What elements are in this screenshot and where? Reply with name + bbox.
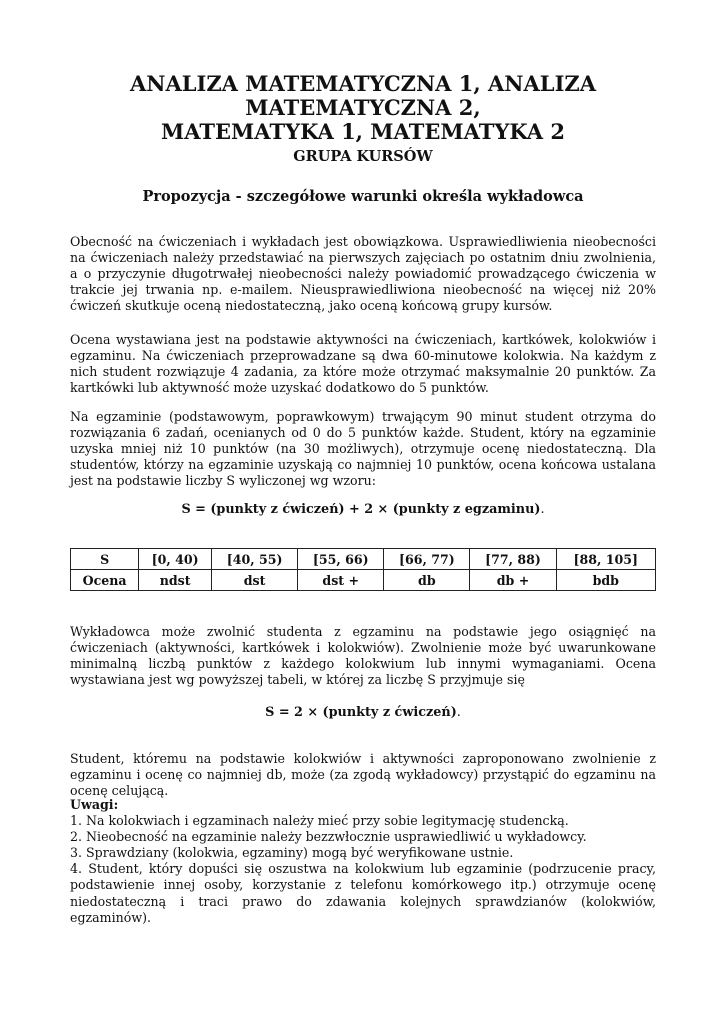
table-cell: [55, 66) xyxy=(298,549,384,570)
note-item: 2. Nieobecność na egzaminie należy bezzwłocznie usprawiedliwić u wykładowcy. xyxy=(70,829,587,845)
formula-s-exercises-text: S = 2 × (punkty z ćwiczeń) xyxy=(265,705,457,720)
grade-table-row-s xyxy=(71,549,656,570)
table-cell: [66, 77) xyxy=(384,549,470,570)
grade-table-row-ocena xyxy=(71,570,656,591)
table-cell: db xyxy=(384,570,470,591)
exemption-paragraph: Wykładowca może zwolnić studenta z egzaminu na podstawie jego osiągnięć na ćwiczeniach (aktywności, kartkówek i kolokwiów). Zwolnienie może być uwarunkowane minimalną liczbą punktów z każdego kolokwium lub innymi wymaganiami. Ocena wystawiana jest wg powyższej tabeli, w której za liczbę S przyjmuje się xyxy=(70,624,656,688)
note-item: 1. Na kolokwiach i egzaminach należy mieć przy sobie legitymację studencką. xyxy=(70,813,569,829)
exam-paragraph: Na egzaminie (podstawowym, poprawkowym) trwającym 90 minut student otrzyma do rozwiązania 6 zadań, ocenianych od 0 do 5 punktów każde. Student, który na egzaminie uzyska mniej niż 10 punktów (na 30 możliwych), otrzymuje ocenę niedostateczną. Dla studentów, którzy na egzaminie uzyskają co najmniej 10 punktów, ocena końcowa ustalana jest na podstawie liczby S wyliczonej wg wzoru: xyxy=(70,409,656,489)
title-line-2: MATEMATYKA 1, MATEMATYKA 2 xyxy=(161,119,565,144)
course-group-heading: GRUPA KURSÓW xyxy=(293,148,433,165)
table-cell: [40, 55) xyxy=(212,549,298,570)
table-cell: [77, 88) xyxy=(470,549,556,570)
document-title xyxy=(70,72,656,144)
formula-s-exam xyxy=(70,502,656,517)
formula-s-exam-text: S = (punkty z ćwiczeń) + 2 × (punkty z egzaminu) xyxy=(181,502,541,517)
table-cell: dst xyxy=(212,570,298,591)
note-item: 4. Student, który dopuści się oszustwa na kolokwium lub egzaminie (podrzucenie pracy, podstawienie innej osoby, korzystanie z telefonu komórkowego itp.) otrzymuje ocenę niedostateczną i traci prawo do zdawania kolejnych sprawdzianów (kolokwiów, egzaminów). xyxy=(70,861,656,925)
table-cell: [88, 105] xyxy=(556,549,655,570)
table-cell: bdb xyxy=(556,570,655,591)
formula-s-exercises xyxy=(70,705,656,720)
formula-s-exercises-period: . xyxy=(456,705,461,720)
table-cell: S xyxy=(71,549,139,570)
attendance-paragraph: Obecność na ćwiczeniach i wykładach jest obowiązkowa. Usprawiedliwienia nieobecności na ćwiczeniach należy przedstawiać na pierwszych zajęciach po ostatnim dniu zwolnienia, a o przyczynie długotrwałej nieobecności należy powiadomić prowadzącego ćwiczenia w trakcie jej trwania np. e-mailem. Nieusprawiedliwiona nieobecność na więcej niż 20% ćwiczeń skutkuje oceną niedostateczną, jako oceną końcową grupy kursów. xyxy=(70,234,656,314)
notes-title: Uwagi: xyxy=(70,797,119,812)
note-item: 3. Sprawdziany (kolokwia, egzaminy) mogą być weryfikowane ustnie. xyxy=(70,845,514,861)
table-cell: Ocena xyxy=(71,570,139,591)
table-cell: db + xyxy=(470,570,556,591)
grade-table xyxy=(70,548,656,591)
table-cell: ndst xyxy=(139,570,212,591)
proposal-heading: Propozycja - szczegółowe warunki określa wykładowca xyxy=(142,188,584,205)
title-line-1: ANALIZA MATEMATYCZNA 1, ANALIZA MATEMATYCZNA 2, xyxy=(129,71,597,120)
excellent-grade-paragraph: Student, któremu na podstawie kolokwiów i aktywności zaproponowano zwolnienie z egzaminu i ocenę co najmniej db, może (za zgodą wykładowcy) przystąpić do egzaminu na ocenę celującą. xyxy=(70,751,656,799)
table-cell: [0, 40) xyxy=(139,549,212,570)
table-cell: dst + xyxy=(298,570,384,591)
notes-section xyxy=(70,797,656,926)
formula-s-exam-period: . xyxy=(540,502,545,517)
grading-paragraph: Ocena wystawiana jest na podstawie aktywności na ćwiczeniach, kartkówek, kolokwiów i egzaminu. Na ćwiczeniach przeprowadzane są dwa 60-minutowe kolokwia. Na każdym z nich student rozwiązuje 4 zadania, za które może otrzymać maksymalnie 20 punktów. Za kartkówki lub aktywność może uzyskać dodatkowo do 5 punktów. xyxy=(70,332,656,396)
